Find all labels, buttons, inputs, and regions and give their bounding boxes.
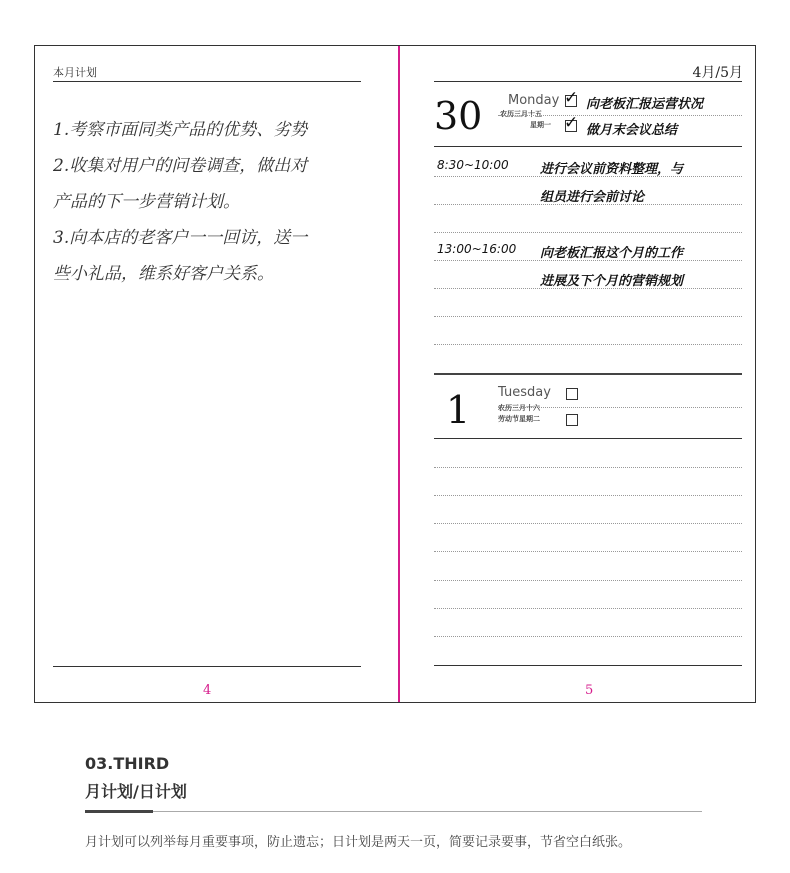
task-text: 做月末会议总结 — [586, 123, 678, 138]
schedule-text: 组员进行会前讨论 — [540, 190, 645, 205]
note-line: 产品的下一步营销计划。 — [53, 192, 240, 212]
divider — [434, 373, 742, 375]
task-checkbox[interactable] — [565, 120, 577, 132]
dotted-line — [434, 288, 742, 289]
schedule-text: 向老板汇报这个月的工作 — [540, 246, 684, 261]
task-checkbox[interactable] — [566, 388, 578, 400]
schedule-time: 13:00~16:00 — [437, 242, 517, 256]
dotted-line — [434, 636, 742, 637]
schedule-text: 进行会议前资料整理，与 — [540, 162, 684, 177]
monthly-plan-title: 本月计划 — [53, 66, 97, 79]
dotted-line — [434, 551, 742, 552]
page-number-left: 4 — [203, 683, 212, 698]
divider — [434, 665, 742, 666]
lunar-date: 农历三月十五 — [500, 110, 542, 118]
note-line: 3.向本店的老客户一一回访，送一 — [53, 228, 308, 248]
caption-divider — [85, 811, 702, 812]
section-description: 月计划可以列举每月重要事项，防止遗忘；日计划是两天一页，简要记录要事，节省空白纸张。 — [85, 835, 632, 850]
dotted-line — [434, 204, 742, 205]
monthly-plan-notes — [53, 112, 363, 292]
lunar-date: 农历三月十六 — [498, 404, 540, 412]
note-line: 1.考察市面同类产品的优势、劣势 — [53, 120, 308, 140]
note-line: 些小礼品，维系好客户关系。 — [53, 264, 274, 284]
weekday-cn: 星期一 — [530, 121, 551, 129]
divider — [53, 81, 361, 82]
dotted-line — [434, 176, 742, 177]
caption-accent-bar — [85, 810, 153, 813]
dotted-line — [434, 316, 742, 317]
divider — [434, 81, 742, 82]
holiday-weekday-cn: 劳动节星期二 — [498, 415, 540, 423]
weekday-tuesday: Tuesday — [498, 385, 551, 400]
dotted-line — [498, 115, 742, 116]
section-label-en: 03.THIRD — [85, 754, 170, 773]
day-number-1: 1 — [446, 388, 471, 432]
weekday-monday: Monday — [508, 93, 560, 108]
month-range-header: 4月/5月 — [692, 65, 743, 81]
dotted-line — [434, 608, 742, 609]
note-line: 2.收集对用户的问卷调查，做出对 — [53, 156, 308, 176]
task-checkbox[interactable] — [565, 95, 577, 107]
dotted-line — [434, 260, 742, 261]
task-checkbox[interactable] — [566, 414, 578, 426]
dotted-line — [434, 232, 742, 233]
schedule-time: 8:30~10:00 — [437, 158, 509, 172]
spine-divider — [398, 46, 400, 702]
divider — [434, 438, 742, 439]
task-text: 向老板汇报运营状况 — [586, 97, 704, 112]
dotted-line — [434, 344, 742, 345]
dotted-line — [434, 523, 742, 524]
divider — [434, 146, 742, 147]
section-title-cn: 月计划/日计划 — [85, 782, 187, 801]
dotted-line — [434, 495, 742, 496]
day-number-30: 30 — [434, 94, 483, 138]
schedule-text: 进展及下个月的营销规划 — [540, 274, 684, 289]
dotted-line — [434, 467, 742, 468]
dotted-line — [434, 580, 742, 581]
divider — [53, 666, 361, 667]
page-number-right: 5 — [585, 683, 594, 698]
